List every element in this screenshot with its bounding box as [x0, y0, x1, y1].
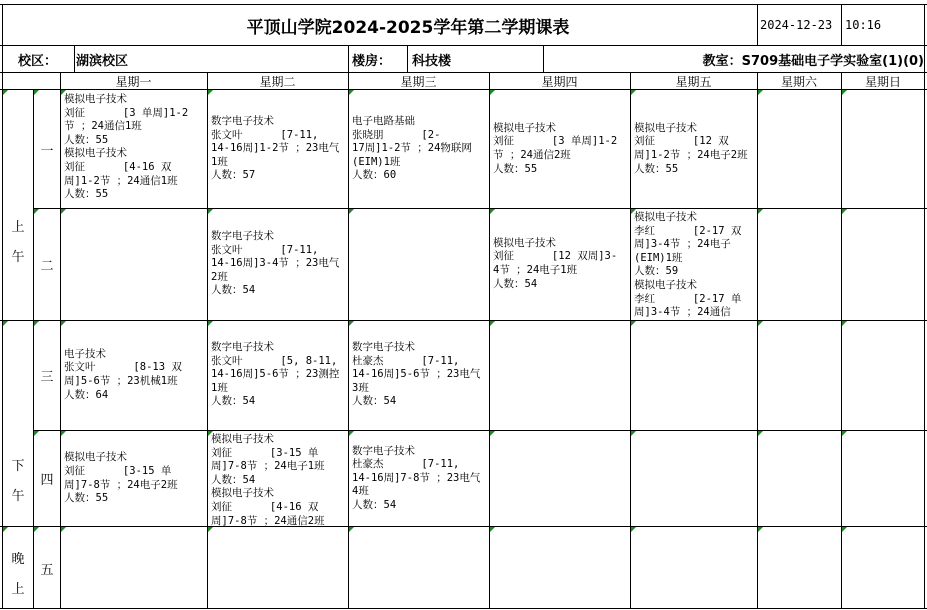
course-detail-line: 人数：55 [64, 492, 109, 505]
course-name: 电子电路基础 [352, 115, 415, 128]
course-detail-line: 人数：55 [64, 188, 109, 201]
course-name: 数字电子技术 [211, 115, 274, 128]
course-detail-line: 人数：54 [493, 277, 538, 290]
course-entry [211, 341, 344, 409]
period-4: 四 [40, 473, 54, 488]
course-detail-line: 李红 [2-17 单 [634, 292, 742, 305]
room-info: 教室：S709基础电子学实验室(1)(0) [702, 53, 924, 69]
cell-marker [842, 527, 847, 532]
course-name: 数字电子技术 [211, 230, 274, 243]
cell-marker [61, 209, 66, 214]
cell-p4-mon [61, 431, 206, 526]
cell-marker [842, 90, 847, 95]
grid-line [74, 45, 75, 72]
course-detail-line: 节 ；24通信2班 [493, 149, 571, 161]
course-detail-line: 14-16周]1-2节 ；23电气 [211, 142, 340, 155]
course-entry [634, 211, 753, 279]
print-time: 10:16 [845, 18, 882, 32]
course-detail-line: 人数：54 [352, 498, 397, 511]
course-entry [493, 237, 626, 291]
cell-marker [842, 321, 847, 326]
half-morning-char-1: 上 [11, 220, 25, 235]
cell-marker [490, 90, 495, 95]
course-entry [211, 230, 344, 298]
half-evening-char-2: 上 [11, 582, 25, 597]
course-entry [634, 279, 753, 319]
course-name: 数字电子技术 [352, 444, 415, 457]
cell-marker [490, 209, 495, 214]
course-detail-line: 刘征 [3-15 单 [211, 446, 319, 459]
course-name: 模拟电子技术 [211, 487, 274, 500]
course-detail-line: 14-16周]7-8节 ；23电气 [352, 471, 481, 484]
course-detail-line: 人数：54 [211, 473, 256, 486]
cell-marker [208, 209, 213, 214]
course-detail-line: 人数：64 [64, 388, 109, 401]
half-evening [4, 540, 32, 610]
page-title: 平顶山学院2024-2025学年第二学期课表 [246, 17, 570, 38]
cell-marker [758, 431, 763, 436]
cell-p3-wed [349, 321, 488, 429]
cell-marker [3, 321, 8, 326]
cell-marker [34, 90, 39, 95]
cell-marker [208, 527, 213, 532]
course-detail-line: 人数：60 [352, 169, 397, 182]
course-detail-line: 1班 [211, 381, 228, 394]
half-morning-char-2: 午 [11, 250, 25, 265]
cell-marker [631, 209, 636, 214]
grid-line [33, 430, 927, 431]
grid-line [924, 4, 925, 609]
course-detail-line: 周]3-4节 ；24电子 [634, 238, 731, 251]
half-morning [4, 208, 32, 278]
period-5: 五 [40, 563, 54, 578]
cell-marker [490, 321, 495, 326]
course-detail-line: 张文叶 [8-13 双 [64, 361, 182, 374]
course-detail-line: 人数：57 [211, 169, 256, 182]
grid-line [0, 72, 927, 73]
cell-p3-tue [208, 321, 347, 429]
course-detail-line: 4节 ；24电子1班 [493, 264, 578, 276]
cell-marker [34, 527, 39, 532]
course-entry [352, 445, 485, 513]
course-detail-line: 人数：55 [634, 162, 679, 175]
period-1: 一 [40, 143, 54, 159]
grid-line [757, 4, 758, 45]
grid-line [0, 45, 927, 46]
cell-p3-mon [61, 321, 206, 429]
course-detail-line: 人数：54 [352, 395, 397, 408]
course-detail-line: 张文叶 [7-11, [211, 243, 319, 256]
cell-p1-thu [490, 91, 629, 207]
cell-marker [842, 209, 847, 214]
grid-line [0, 320, 927, 321]
course-detail-line: (EIM)1班 [352, 155, 401, 168]
cell-marker [61, 321, 66, 326]
day-header-fri: 星期五 [675, 75, 712, 89]
course-name: 模拟电子技术 [211, 433, 274, 445]
course-detail-line: 人数：55 [64, 133, 109, 146]
course-entry [64, 147, 203, 201]
course-name: 模拟电子技术 [493, 236, 556, 249]
cell-marker [758, 209, 763, 214]
cell-marker [758, 90, 763, 95]
course-name: 电子技术 [64, 347, 106, 360]
cell-marker [34, 209, 39, 214]
course-detail-line: 张晓朋 [2- [352, 128, 441, 141]
course-detail-line: 周]1-2节 ；24电子2班 [634, 149, 748, 161]
course-detail-line: 张文叶 [5, 8-11, [211, 354, 338, 367]
campus-label: 校区： [18, 53, 58, 69]
cell-marker [3, 90, 8, 95]
day-header-thu: 星期四 [541, 75, 578, 89]
grid-line [0, 526, 927, 527]
cell-marker [631, 90, 636, 95]
course-entry [211, 433, 344, 487]
grid-line [543, 45, 544, 72]
course-detail-line: 节 ；24通信1班 [64, 120, 142, 133]
course-detail-line: 刘征 [12 双周]3- [493, 250, 618, 263]
course-detail-line: 14-16周]5-6节 ；23电气 [352, 368, 481, 381]
course-detail-line: 人数：55 [493, 162, 538, 175]
course-detail-line: 周]3-4节 ；24通信 [634, 306, 731, 319]
course-detail-line: 刘征 [3 单周]1-2 [64, 106, 189, 119]
cell-marker [842, 431, 847, 436]
course-detail-line: 周]7-8节 ；24电子2班 [64, 478, 178, 491]
half-afternoon-char-1: 下 [11, 459, 25, 474]
course-entry [352, 341, 485, 409]
cell-marker [349, 209, 354, 214]
cell-marker [349, 321, 354, 326]
cell-p1-wed [349, 91, 488, 207]
period-2: 二 [40, 258, 54, 274]
half-evening-char-1: 晚 [11, 552, 25, 567]
half-afternoon [4, 447, 32, 517]
course-name: 模拟电子技术 [64, 93, 127, 105]
day-header-sun: 星期日 [864, 75, 901, 89]
course-detail-line: 14-16周]3-4节 ；23电气 [211, 257, 340, 270]
course-detail-line: 17周]1-2节 ；24物联网 [352, 142, 472, 155]
cell-marker [349, 431, 354, 436]
cell-p4-wed [349, 431, 488, 526]
course-entry [64, 451, 203, 505]
course-detail-line: 人数：54 [211, 284, 256, 297]
cell-marker [349, 90, 354, 95]
cell-p2-thu [490, 209, 629, 319]
course-detail-line: 人数：54 [211, 395, 256, 408]
course-entry [634, 122, 753, 176]
cell-marker [61, 527, 66, 532]
course-detail-line: 2班 [211, 270, 228, 283]
cell-marker [208, 431, 213, 436]
cell-marker [61, 90, 66, 95]
course-detail-line: 刘征 [4-16 双 [211, 500, 319, 513]
day-header-sat: 星期六 [780, 75, 817, 89]
course-detail-line: 周]1-2节 ；24通信1班 [64, 174, 178, 187]
cell-marker [631, 527, 636, 532]
cell-marker [758, 321, 763, 326]
cell-marker [208, 321, 213, 326]
course-name: 模拟电子技术 [493, 121, 556, 134]
course-detail-line: 刘征 [3 单周]1-2 [493, 135, 618, 148]
campus-value: 湖滨校区 [76, 53, 129, 69]
course-entry [493, 122, 626, 176]
course-name: 模拟电子技术 [64, 451, 127, 464]
day-header-mon: 星期一 [115, 75, 152, 89]
cell-p2-tue [208, 209, 347, 319]
course-detail-line: 周]7-8节 ；24电子1班 [211, 460, 325, 473]
course-name: 模拟电子技术 [634, 278, 697, 291]
course-detail-line: 4班 [352, 485, 369, 498]
course-detail-line: 周]5-6节 ；23机械1班 [64, 375, 178, 387]
cell-marker [208, 90, 213, 95]
day-header-wed: 星期三 [400, 75, 437, 89]
grid-line [33, 208, 927, 209]
course-name: 数字电子技术 [211, 341, 274, 354]
grid-line [0, 89, 927, 90]
course-detail-line: 刘征 [4-16 双 [64, 160, 172, 173]
course-detail-line: 3班 [352, 381, 369, 394]
course-entry [211, 115, 344, 183]
cell-marker [490, 431, 495, 436]
course-name: 模拟电子技术 [634, 211, 697, 223]
cell-p1-tue [208, 91, 347, 207]
course-name: 模拟电子技术 [634, 121, 697, 134]
course-detail-line: 刘征 [12 双 [634, 135, 729, 148]
building-label: 楼房： [352, 53, 392, 69]
course-detail-line: 周]7-8节 ；24通信2班 [211, 514, 325, 526]
cell-marker [3, 527, 8, 532]
course-detail-line: 刘征 [3-15 单 [64, 464, 172, 477]
cell-marker [631, 321, 636, 326]
course-detail-line: 李红 [2-17 双 [634, 224, 742, 237]
cell-p4-tue [208, 431, 347, 526]
grid-line [841, 4, 842, 45]
grid-line [407, 45, 408, 72]
cell-marker [631, 431, 636, 436]
cell-marker [34, 321, 39, 326]
day-header-tue: 星期二 [259, 75, 296, 89]
course-entry [64, 348, 203, 402]
cell-p1-fri [631, 91, 756, 207]
course-entry [352, 115, 485, 183]
period-3: 三 [40, 369, 54, 385]
half-afternoon-char-2: 午 [11, 489, 25, 504]
building-value: 科技楼 [412, 53, 452, 69]
course-detail-line: 杜豪杰 [7-11, [352, 458, 460, 471]
course-name: 数字电子技术 [352, 341, 415, 354]
cell-marker [61, 431, 66, 436]
print-date: 2024-12-23 [760, 18, 833, 32]
grid-line [0, 608, 927, 609]
grid-line [0, 4, 927, 5]
course-detail-line: 张文叶 [7-11, [211, 128, 319, 141]
cell-marker [758, 527, 763, 532]
cell-p2-fri [631, 209, 756, 319]
course-name: 模拟电子技术 [64, 147, 127, 160]
grid-line [348, 45, 349, 72]
cell-p1-mon [61, 91, 206, 207]
cell-marker [349, 527, 354, 532]
course-detail-line: (EIM)1班 [634, 251, 683, 264]
course-detail-line: 14-16周]5-6节 ；23测控 [211, 368, 340, 381]
course-detail-line: 1班 [211, 155, 228, 168]
course-entry [211, 487, 344, 526]
course-entry [64, 93, 203, 147]
course-detail-line: 杜豪杰 [7-11, [352, 354, 460, 367]
cell-marker [34, 431, 39, 436]
cell-marker [490, 527, 495, 532]
course-detail-line: 人数：59 [634, 265, 679, 278]
